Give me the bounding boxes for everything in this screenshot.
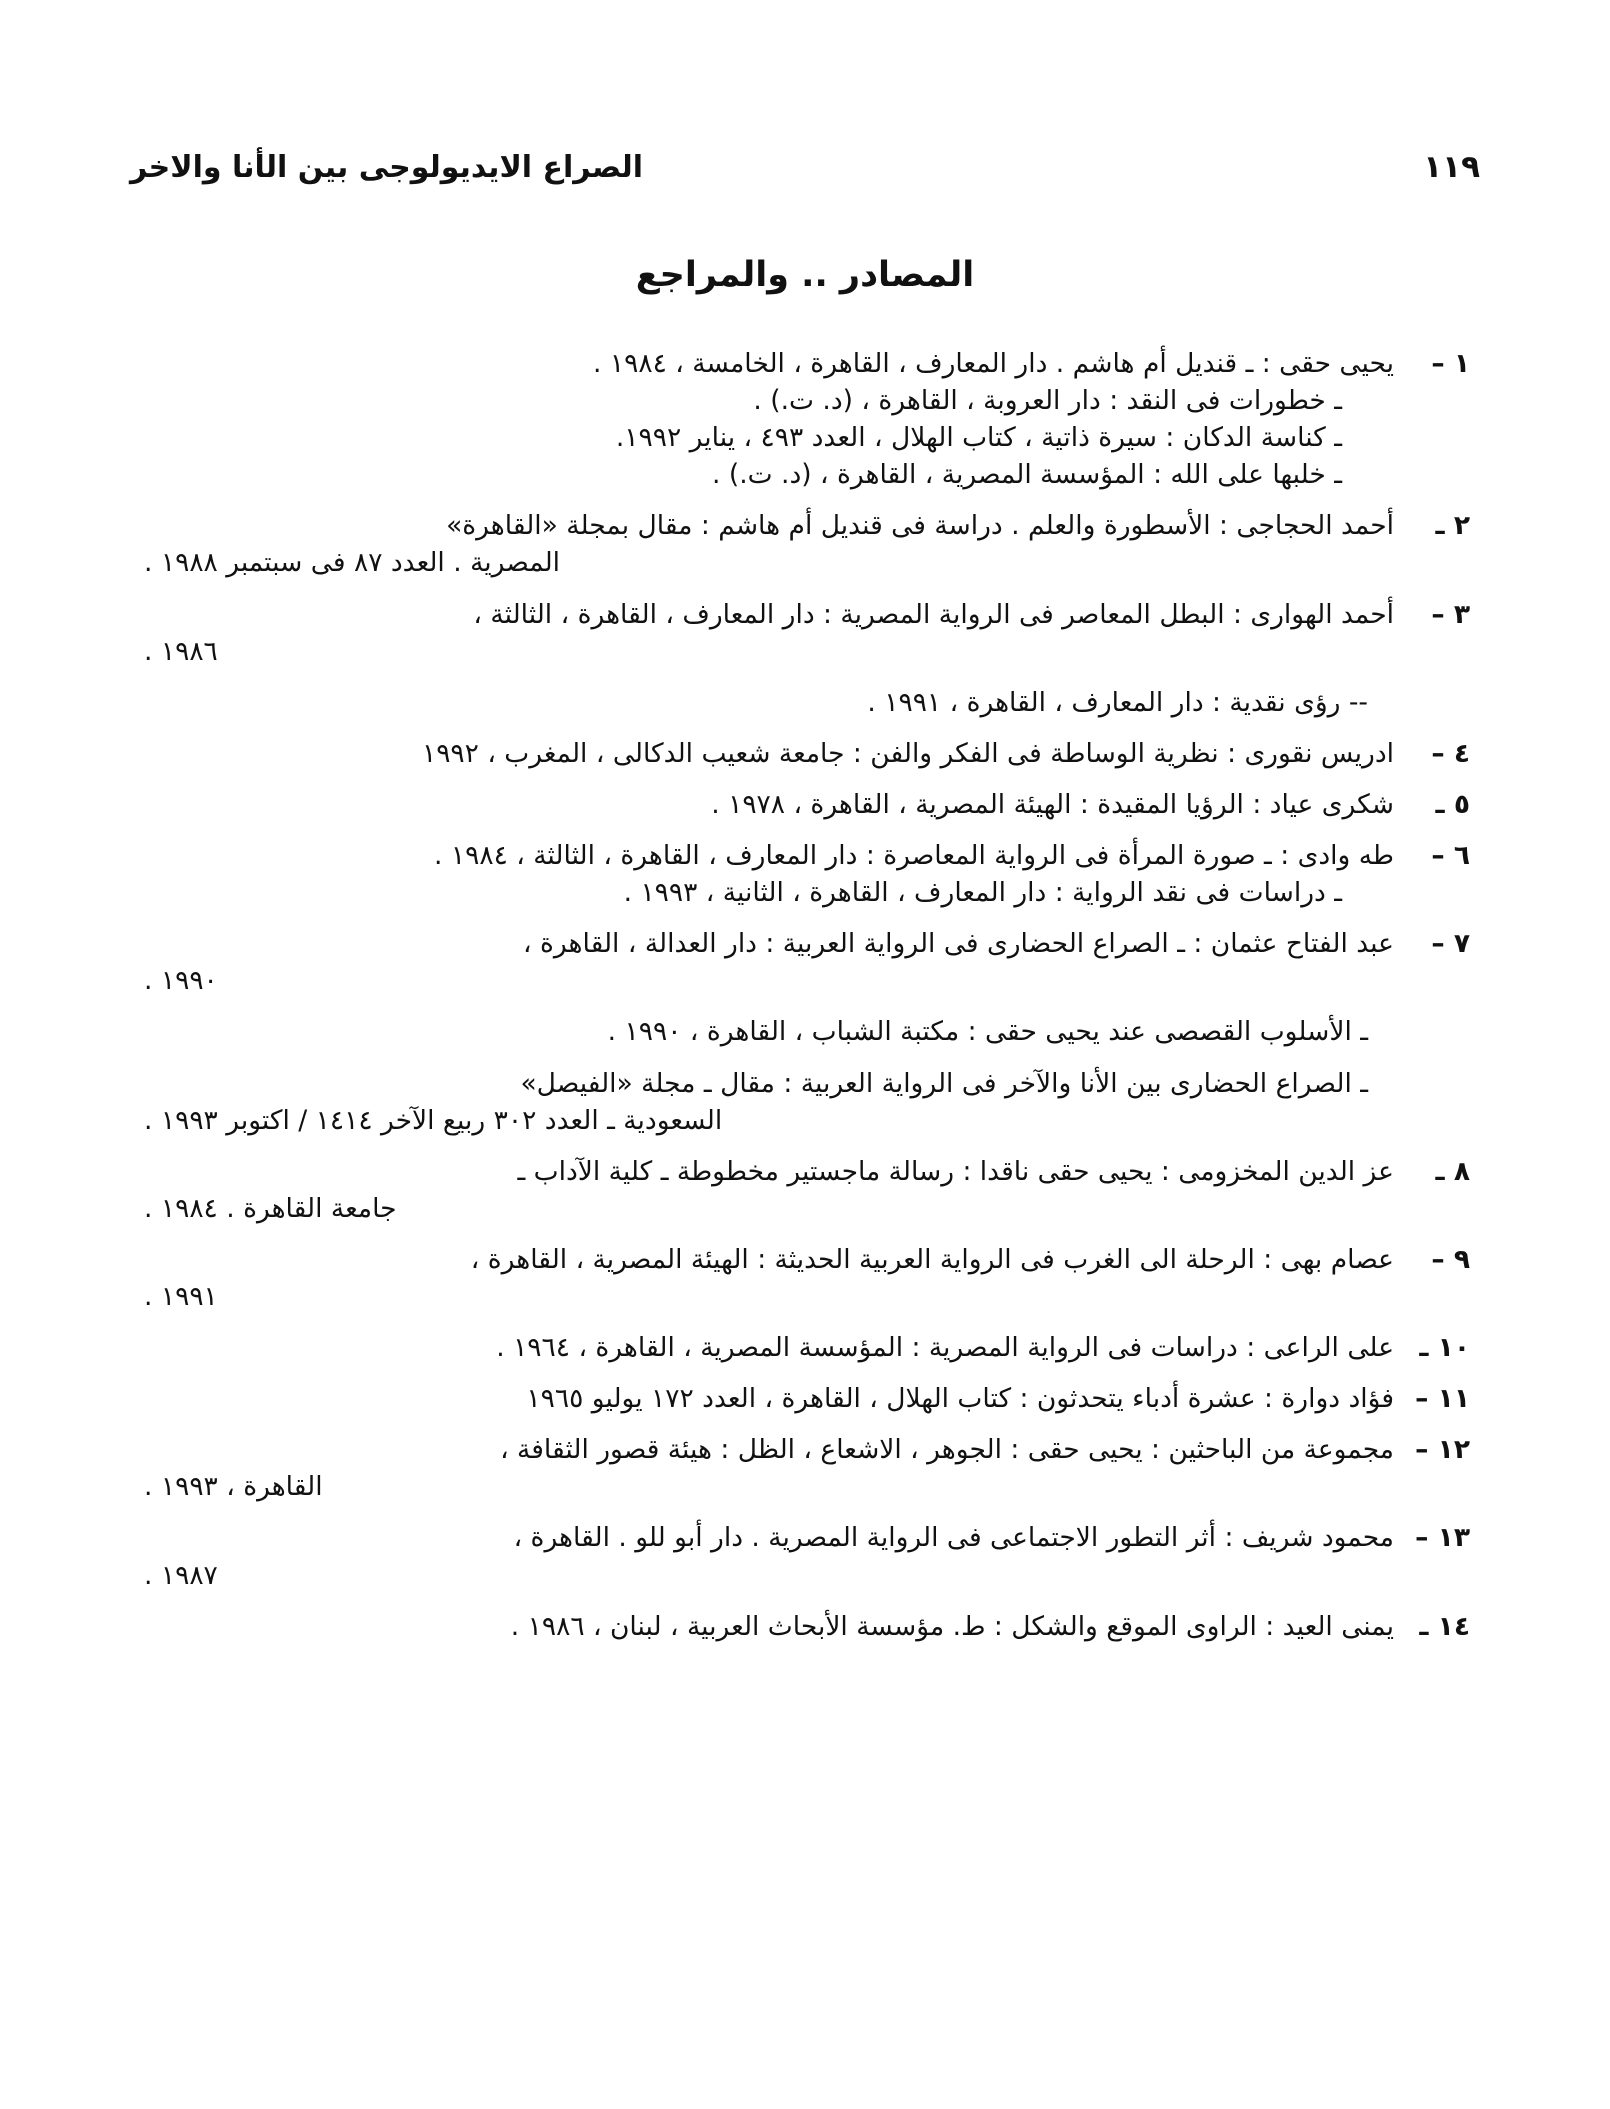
reference-entry <box>140 735 1470 772</box>
reference-text: مجموعة من الباحثين : يحيى حقى : الجوهر ، الاشعاع ، الظل : هيئة قصور الثقافة ، <box>500 1434 1394 1466</box>
reference-continuation: ١٩٨٦ . <box>144 635 218 667</box>
reference-entry <box>140 1241 1470 1315</box>
reference-subline: ـ دراسات فى نقد الرواية : دار المعارف ، القاهرة ، الثانية ، ١٩٩٣ . <box>623 877 1342 909</box>
page-number: ١١٩ <box>1423 149 1480 185</box>
reference-body <box>140 684 1394 721</box>
reference-body <box>140 786 1394 823</box>
reference-text: فؤاد دوارة : عشرة أدباء يتحدثون : كتاب الهلال ، القاهرة ، العدد ١٧٢ يوليو ١٩٦٥ <box>526 1383 1394 1415</box>
reference-number: ٣ – <box>1431 598 1470 630</box>
running-head <box>130 140 1480 194</box>
reference-entry <box>140 786 1470 823</box>
reference-subline: ـ خطورات فى النقد : دار العروبة ، القاهرة ، (د. ت.) . <box>753 385 1342 417</box>
reference-body <box>140 1329 1394 1366</box>
reference-entry <box>140 507 1470 581</box>
reference-body <box>140 837 1394 911</box>
reference-subline: -- رؤى نقدية : دار المعارف ، القاهرة ، ١٩٩١ . <box>867 686 1368 718</box>
reference-entry <box>140 1013 1470 1050</box>
reference-text: أحمد الهوارى : البطل المعاصر فى الرواية المصرية : دار المعارف ، القاهرة ، الثالثة ، <box>473 598 1394 630</box>
reference-body <box>140 345 1394 493</box>
reference-text: على الراعى : دراسات فى الرواية المصرية : المؤسسة المصرية ، القاهرة ، ١٩٦٤ . <box>496 1332 1394 1364</box>
reference-body <box>140 1065 1394 1139</box>
reference-number: ٩ – <box>1431 1243 1470 1275</box>
reference-main-row <box>140 786 1470 823</box>
reference-text: عبد الفتاح عثمان : ـ الصراع الحضارى فى الرواية العربية : دار العدالة ، القاهرة ، <box>523 928 1394 960</box>
reference-body <box>140 1608 1394 1645</box>
reference-text: طه وادى : ـ صورة المرأة فى الرواية المعاصرة : دار المعارف ، القاهرة ، الثالثة ، ١٩٨٤ . <box>434 840 1394 872</box>
reference-main-row <box>140 1329 1470 1366</box>
reference-main-row <box>140 837 1470 911</box>
reference-number: ١٣ – <box>1415 1522 1470 1554</box>
reference-main-row <box>140 1519 1470 1593</box>
reference-body <box>140 1153 1394 1227</box>
reference-main-row <box>140 1380 1470 1417</box>
reference-subline: ـ خلبها على الله : المؤسسة المصرية ، القاهرة ، (د. ت.) . <box>712 459 1342 491</box>
reference-main-row <box>140 1153 1470 1227</box>
reference-number: ٤ – <box>1431 737 1470 769</box>
reference-entry <box>140 1380 1470 1417</box>
reference-entry <box>140 684 1470 721</box>
reference-subline-row <box>140 1065 1470 1139</box>
reference-continuation: المصرية . العدد ٨٧ فى سبتمبر ١٩٨٨ . <box>144 547 561 579</box>
reference-number: ٥ ـ <box>1435 788 1470 820</box>
reference-list <box>140 345 1470 1659</box>
reference-text: محمود شريف : أثر التطور الاجتماعى فى الرواية المصرية . دار أبو للو . القاهرة ، <box>513 1522 1394 1554</box>
reference-number: ١٤ ـ <box>1419 1610 1470 1642</box>
reference-body <box>140 507 1394 581</box>
reference-text: ادريس نقورى : نظرية الوساطة فى الفكر والفن : جامعة شعيب الدكالى ، المغرب ، ١٩٩٢ <box>421 737 1394 769</box>
reference-subline-row <box>140 684 1470 721</box>
reference-main-row <box>140 1431 1470 1505</box>
reference-entry <box>140 1519 1470 1593</box>
reference-main-row <box>140 507 1470 581</box>
reference-text: يحيى حقى : ـ قنديل أم هاشم . دار المعارف ، القاهرة ، الخامسة ، ١٩٨٤ . <box>593 348 1394 379</box>
reference-number: ٦ – <box>1431 840 1470 872</box>
reference-main-row <box>140 735 1470 772</box>
reference-number: ٢ ـ <box>1435 510 1470 542</box>
reference-main-row <box>140 1608 1470 1645</box>
reference-entry <box>140 837 1470 911</box>
reference-text: شكرى عياد : الرؤيا المقيدة : الهيئة المصرية ، القاهرة ، ١٩٧٨ . <box>711 788 1394 820</box>
reference-body <box>140 596 1394 670</box>
reference-body <box>140 1380 1394 1417</box>
reference-entry <box>140 1065 1470 1139</box>
reference-subline: ـ الصراع الحضارى بين الأنا والآخر فى الرواية العربية : مقال ـ مجلة «الفيصل» <box>520 1067 1368 1099</box>
reference-entry <box>140 1431 1470 1505</box>
running-head-title: الصراع الايديولوجى بين الأنا والاخر <box>130 149 644 185</box>
reference-number: ١٢ – <box>1415 1434 1470 1466</box>
section-heading: المصادر .. والمراجع <box>635 255 975 295</box>
reference-text: عصام بهى : الرحلة الى الغرب فى الرواية العربية الحديثة : الهيئة المصرية ، القاهرة ، <box>470 1243 1394 1275</box>
reference-main-row <box>140 596 1470 670</box>
reference-continuation: ١٩٩١ . <box>144 1280 218 1312</box>
reference-text: أحمد الحجاجى : الأسطورة والعلم . دراسة فى قنديل أم هاشم : مقال بمجلة «القاهرة» <box>446 510 1394 542</box>
reference-continuation: القاهرة ، ١٩٩٣ . <box>144 1471 323 1503</box>
reference-subline: ـ كناسة الدكان : سيرة ذاتية ، كتاب الهلال ، العدد ٤٩٣ ، يناير ١٩٩٢. <box>615 422 1342 454</box>
reference-entry <box>140 1608 1470 1645</box>
reference-text: عز الدين المخزومى : يحيى حقى ناقدا : رسالة ماجستير مخطوطة ـ كلية الآداب ـ <box>517 1155 1394 1187</box>
reference-entry <box>140 925 1470 999</box>
reference-continuation: ١٩٨٧ . <box>144 1559 218 1591</box>
reference-body <box>140 1013 1394 1050</box>
reference-text: يمنى العيد : الراوى الموقع والشكل : ط. مؤسسة الأبحاث العربية ، لبنان ، ١٩٨٦ . <box>510 1610 1394 1642</box>
reference-number: ١ – <box>1431 348 1470 379</box>
reference-entry <box>140 1153 1470 1227</box>
reference-number: ٨ ـ <box>1435 1155 1470 1187</box>
reference-entry <box>140 596 1470 670</box>
reference-number: ١١ – <box>1415 1383 1470 1415</box>
reference-body <box>140 925 1394 999</box>
reference-body <box>140 735 1394 772</box>
reference-main-row <box>140 925 1470 999</box>
reference-main-row <box>140 345 1470 493</box>
reference-number: ٧ – <box>1431 928 1470 960</box>
reference-continuation: السعودية ـ العدد ٣٠٢ ربيع الآخر ١٤١٤ / اكتوبر ١٩٩٣ . <box>144 1104 723 1136</box>
reference-body <box>140 1241 1394 1315</box>
reference-body <box>140 1519 1394 1593</box>
reference-entry <box>140 1329 1470 1366</box>
reference-continuation: جامعة القاهرة . ١٩٨٤ . <box>144 1192 397 1224</box>
reference-number: ١٠ ـ <box>1419 1332 1470 1364</box>
reference-subline-row <box>140 1013 1470 1050</box>
reference-body <box>140 1431 1394 1505</box>
reference-subline: ـ الأسلوب القصصى عند يحيى حقى : مكتبة الشباب ، القاهرة ، ١٩٩٠ . <box>607 1016 1368 1048</box>
reference-main-row <box>140 1241 1470 1315</box>
reference-continuation: ١٩٩٠ . <box>144 965 218 997</box>
reference-entry <box>140 345 1470 493</box>
